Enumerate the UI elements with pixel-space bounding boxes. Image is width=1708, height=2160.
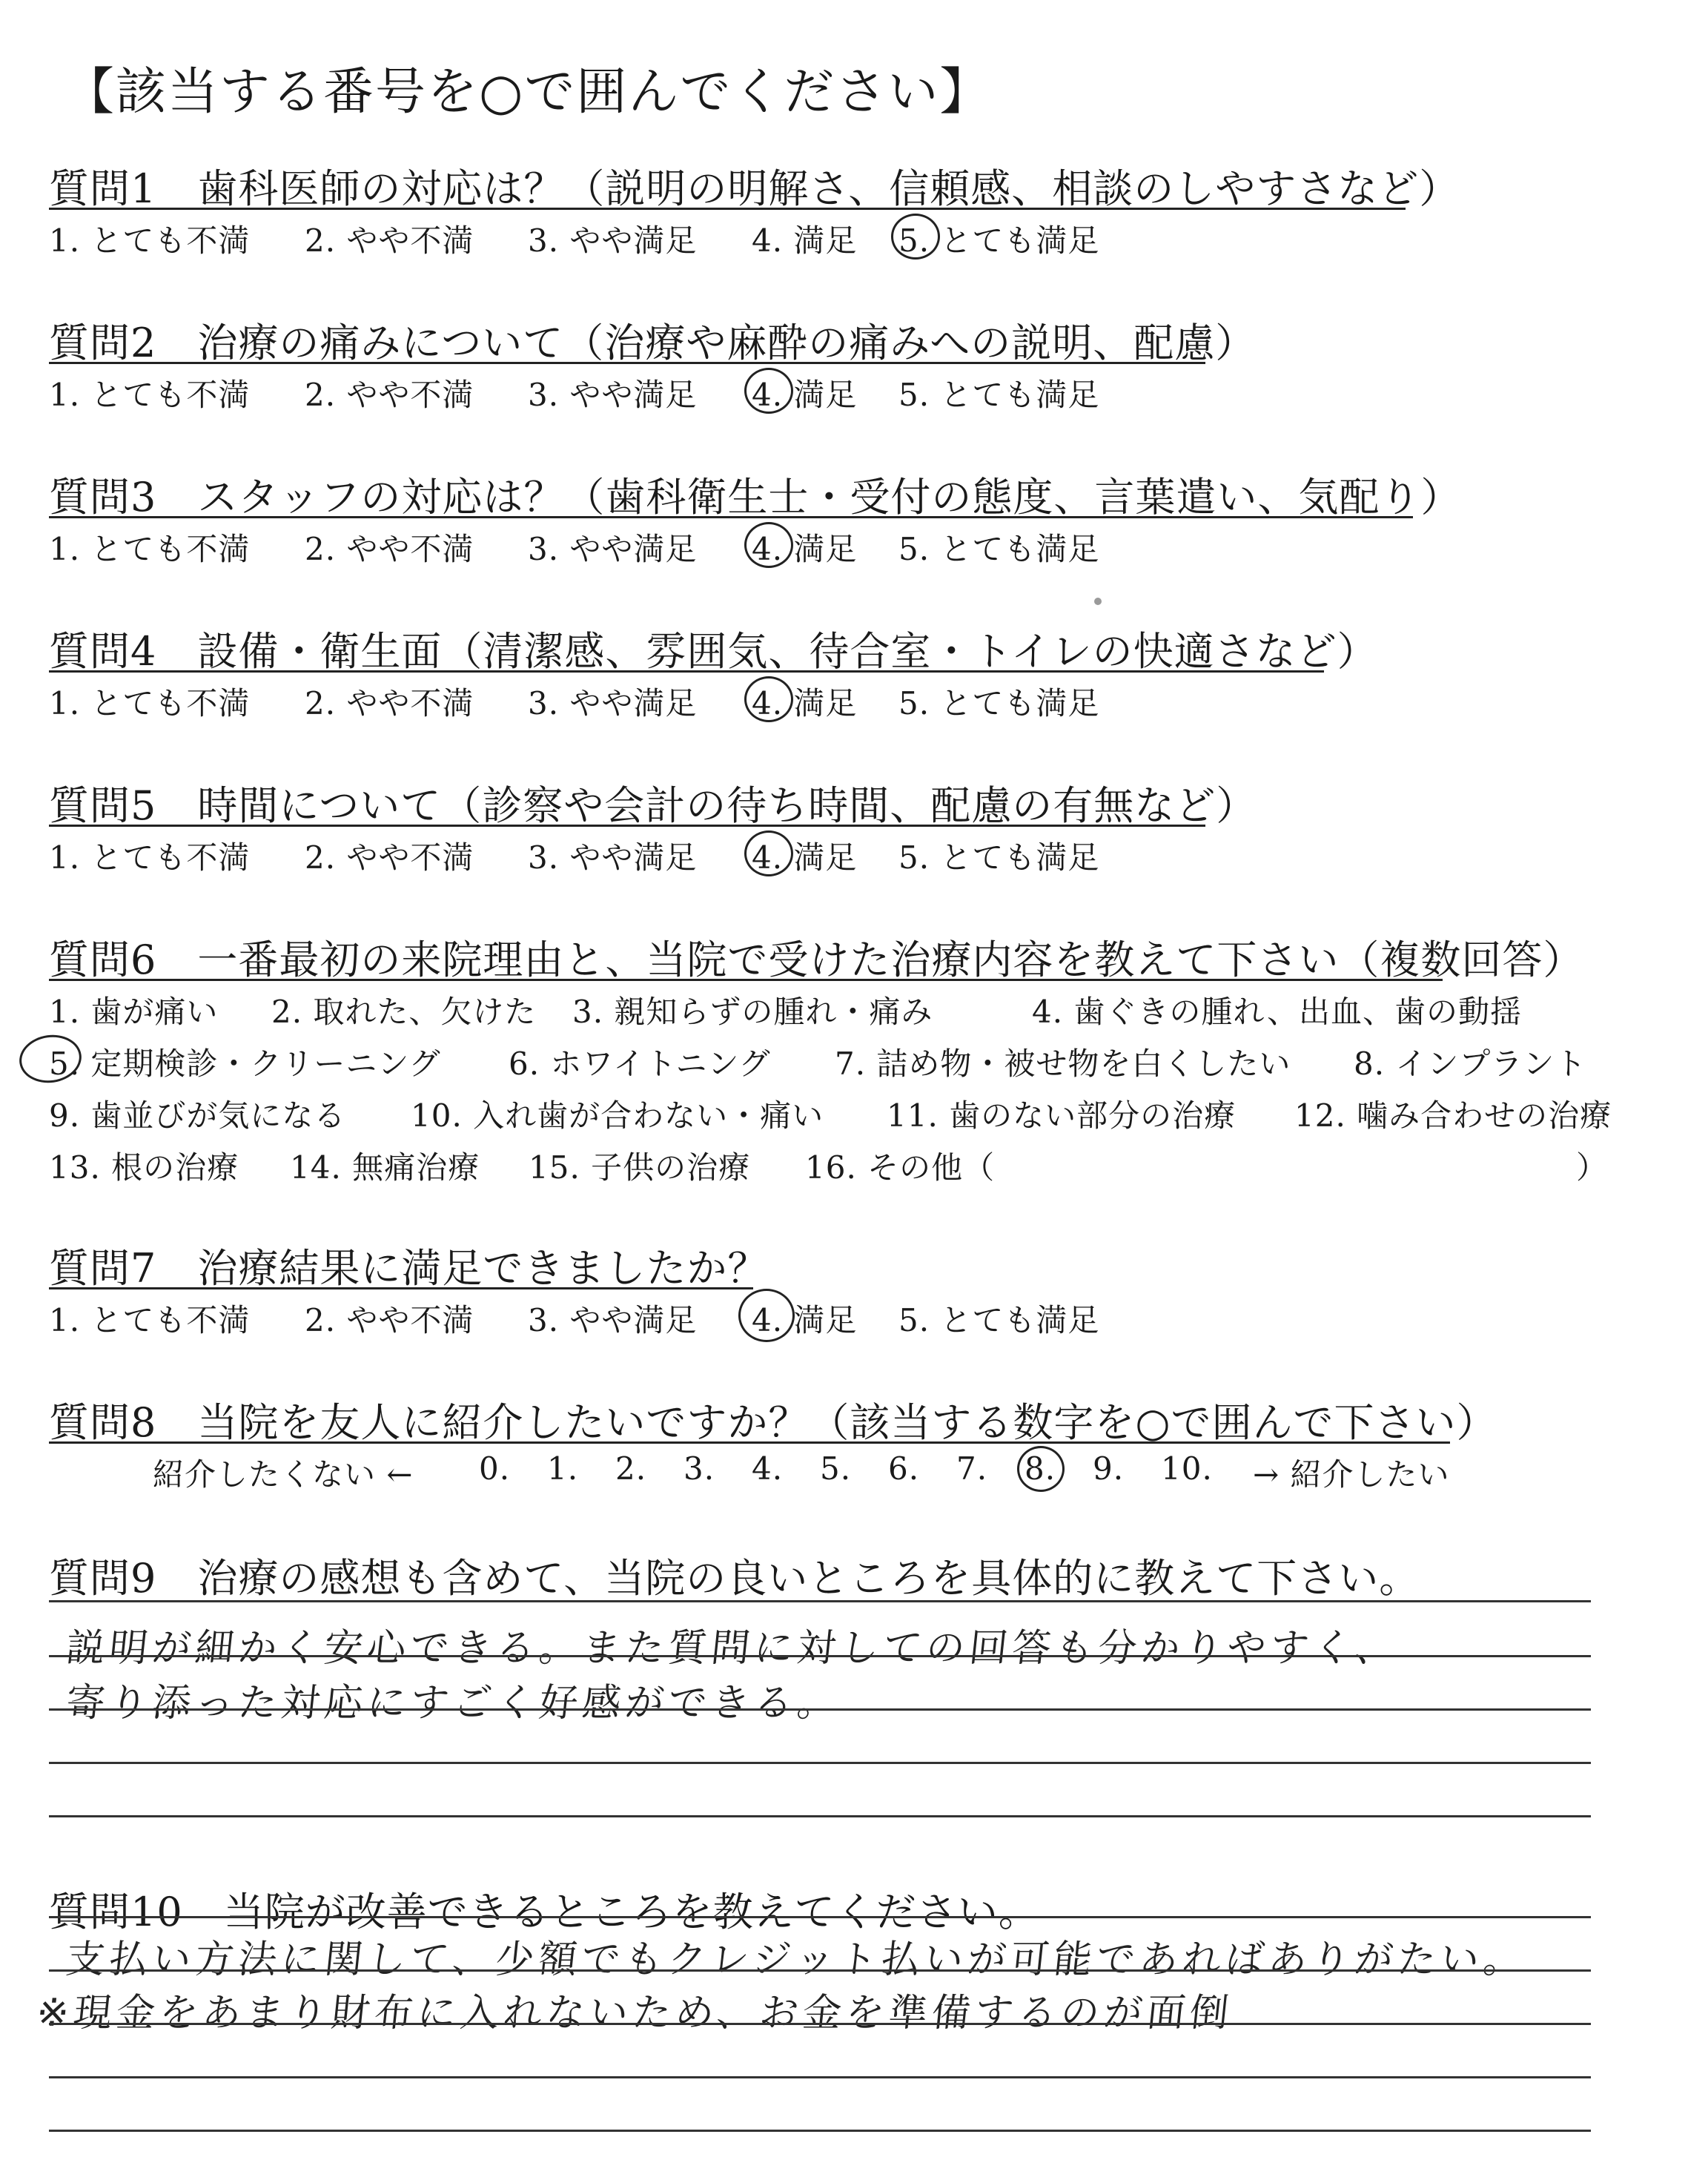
q8-option-10[interactable]: 10. <box>1161 1450 1213 1487</box>
q7-selection-circle <box>738 1289 795 1342</box>
q4-option-2[interactable]: 2. やや不満 <box>305 685 474 721</box>
q1-option-3[interactable]: 3. やや満足 <box>528 222 698 259</box>
q2-option-4[interactable]: 4. 満足 <box>752 377 858 413</box>
question-5-rule <box>49 825 1205 827</box>
q6-option-3[interactable]: 3. 親知らずの腫れ・痛み <box>572 994 933 1030</box>
q2-option-3[interactable]: 3. やや満足 <box>528 377 698 413</box>
q8-option-0[interactable]: 0. <box>479 1450 511 1487</box>
q6-option-15[interactable]: 15. 子供の治療 <box>529 1149 751 1186</box>
q10-writing-line-1 <box>49 1916 1591 1918</box>
q4-selection-circle <box>744 676 793 722</box>
q6-option-6[interactable]: 6. ホワイトニング <box>509 1046 771 1082</box>
q6-option-16[interactable]: 16. その他（ <box>805 1149 996 1186</box>
q6-option-7[interactable]: 7. 詰め物・被せ物を白くしたい <box>835 1046 1291 1082</box>
question-9-title: 質問9 治療の感想も含めて、当院の良いところを具体的に教えて下さい。 <box>49 1555 1420 1602</box>
q5-option-4[interactable]: 4. 満足 <box>752 839 858 876</box>
q3-option-1[interactable]: 1. とても不満 <box>49 531 251 567</box>
q1-option-5[interactable]: 5. とても満足 <box>898 222 1100 259</box>
q6-option-1[interactable]: 1. 歯が痛い <box>49 994 219 1030</box>
question-1-rule <box>49 208 1406 210</box>
q6-option-10[interactable]: 10. 入れ歯が合わない・痛い <box>411 1097 824 1134</box>
q10-answer-line-1: 支払い方法に関して、少額でもクレジット払いが可能であればありがたい。 <box>64 1938 1529 1982</box>
q8-option-3[interactable]: 3. <box>683 1450 715 1487</box>
q10-writing-line-4 <box>49 2076 1591 2078</box>
q6-option-13[interactable]: 13. 根の治療 <box>49 1149 239 1186</box>
q3-option-3[interactable]: 3. やや満足 <box>528 531 698 567</box>
q4-option-1[interactable]: 1. とても不満 <box>49 685 251 721</box>
q9-writing-line-2 <box>49 1655 1591 1657</box>
q3-option-2[interactable]: 2. やや不満 <box>305 531 474 567</box>
q3-selection-circle <box>744 522 793 568</box>
q6-option-12[interactable]: 12. 噛み合わせの治療 <box>1294 1097 1612 1134</box>
q4-option-3[interactable]: 3. やや満足 <box>528 685 698 721</box>
q9-writing-line-1 <box>49 1600 1591 1602</box>
q8-option-2[interactable]: 2. <box>615 1450 647 1487</box>
q2-selection-circle <box>744 368 793 414</box>
q6-option-11[interactable]: 11. 歯のない部分の治療 <box>887 1097 1237 1134</box>
q8-option-1[interactable]: 1. <box>547 1450 579 1487</box>
question-3-title: 質問3 スタッフの対応は？（歯科衛生士・受付の態度、言葉遣い、気配り） <box>49 474 1462 521</box>
question-1-title: 質問1 歯科医師の対応は？（説明の明解さ、信頼感、相談のしやすさなど） <box>49 165 1460 212</box>
q7-option-2[interactable]: 2. やや不満 <box>305 1302 474 1338</box>
q10-writing-line-3 <box>49 2023 1591 2025</box>
question-2-rule <box>49 362 1205 364</box>
q2-option-5[interactable]: 5. とても満足 <box>898 377 1100 413</box>
q10-writing-line-5 <box>49 2130 1591 2132</box>
q6-option-8[interactable]: 8. インプラント <box>1354 1046 1587 1082</box>
q7-option-4[interactable]: 4. 満足 <box>752 1302 858 1338</box>
q1-selection-circle <box>891 214 940 260</box>
q8-left-label: 紹介したくない ← <box>153 1456 414 1493</box>
scan-speck <box>1094 598 1102 605</box>
question-5-title: 質問5 時間について（診察や会計の待ち時間、配慮の有無など） <box>49 782 1257 829</box>
q3-option-4[interactable]: 4. 満足 <box>752 531 858 567</box>
q8-option-4[interactable]: 4. <box>752 1450 784 1487</box>
q3-option-5[interactable]: 5. とても満足 <box>898 531 1100 567</box>
q5-option-3[interactable]: 3. やや満足 <box>528 839 698 876</box>
q8-option-7[interactable]: 7. <box>956 1450 988 1487</box>
q6-option-5[interactable]: 5. 定期検診・クリーニング <box>49 1046 441 1082</box>
question-7-rule <box>49 1287 753 1289</box>
q8-right-label: → 紹介したい <box>1253 1456 1450 1493</box>
q5-selection-circle <box>744 830 793 876</box>
q8-option-8[interactable]: 8. <box>1025 1450 1056 1487</box>
q9-writing-line-3 <box>49 1708 1591 1711</box>
q10-answer-line-2: ※現金をあまり財布に入れないため、お金を準備するのが面倒 <box>34 1991 1236 2035</box>
q6-option-9[interactable]: 9. 歯並びが気になる <box>49 1097 346 1134</box>
q5-option-1[interactable]: 1. とても不満 <box>49 839 251 876</box>
q1-option-1[interactable]: 1. とても不満 <box>49 222 251 259</box>
q6-other-close-paren: ） <box>1576 1149 1609 1186</box>
q2-option-2[interactable]: 2. やや不満 <box>305 377 474 413</box>
q1-option-2[interactable]: 2. やや不満 <box>305 222 474 259</box>
q4-option-4[interactable]: 4. 満足 <box>752 685 858 721</box>
q7-option-3[interactable]: 3. やや満足 <box>528 1302 698 1338</box>
question-7-title: 質問7 治療結果に満足できましたか？ <box>49 1245 769 1292</box>
q2-option-1[interactable]: 1. とても不満 <box>49 377 251 413</box>
q10-writing-line-2 <box>49 1969 1591 1972</box>
q5-option-2[interactable]: 2. やや不満 <box>305 839 474 876</box>
q9-writing-line-5 <box>49 1815 1591 1817</box>
question-6-title: 質問6 一番最初の来院理由と、当院で受けた治療内容を教えて下さい（複数回答） <box>49 937 1584 983</box>
q5-option-5[interactable]: 5. とても満足 <box>898 839 1100 876</box>
question-4-rule <box>49 670 1324 673</box>
q7-option-1[interactable]: 1. とても不満 <box>49 1302 251 1338</box>
question-8-rule <box>49 1441 1450 1444</box>
question-10-title: 質問10 当院が改善できるところを教えてください。 <box>49 1889 1039 1935</box>
q8-option-5[interactable]: 5. <box>820 1450 852 1487</box>
question-3-rule <box>49 516 1413 518</box>
question-2-title: 質問2 治療の痛みについて（治療や麻酔の痛みへの説明、配慮） <box>49 320 1257 366</box>
q9-answer-line-2: 寄り添った対応にすごく好感ができる。 <box>64 1681 843 1725</box>
q4-option-5[interactable]: 5. とても満足 <box>898 685 1100 721</box>
q8-option-9[interactable]: 9. <box>1093 1450 1125 1487</box>
q6-option-14[interactable]: 14. 無痛治療 <box>290 1149 480 1186</box>
q9-answer-line-1: 説明が細かく安心できる。また質問に対しての回答も分かりやすく、 <box>64 1626 1401 1671</box>
question-6-rule <box>49 979 1443 981</box>
form-header: 【該当する番号を○で囲んでください】 <box>64 63 992 122</box>
question-8-title: 質問8 当院を友人に紹介したいですか？（該当する数字を○で囲んで下さい） <box>49 1399 1497 1446</box>
q6-option-2[interactable]: 2. 取れた、欠けた <box>271 994 537 1030</box>
question-4-title: 質問4 設備・衛生面（清潔感、雰囲気、待合室・トイレの快適さなど） <box>49 628 1378 675</box>
q7-option-5[interactable]: 5. とても満足 <box>898 1302 1100 1338</box>
q6-option-4[interactable]: 4. 歯ぐきの腫れ、出血、歯の動揺 <box>1032 994 1522 1030</box>
q9-writing-line-4 <box>49 1762 1591 1764</box>
q8-option-6[interactable]: 6. <box>888 1450 920 1487</box>
q8-selection-circle <box>1017 1446 1065 1492</box>
q1-option-4[interactable]: 4. 満足 <box>752 222 858 259</box>
